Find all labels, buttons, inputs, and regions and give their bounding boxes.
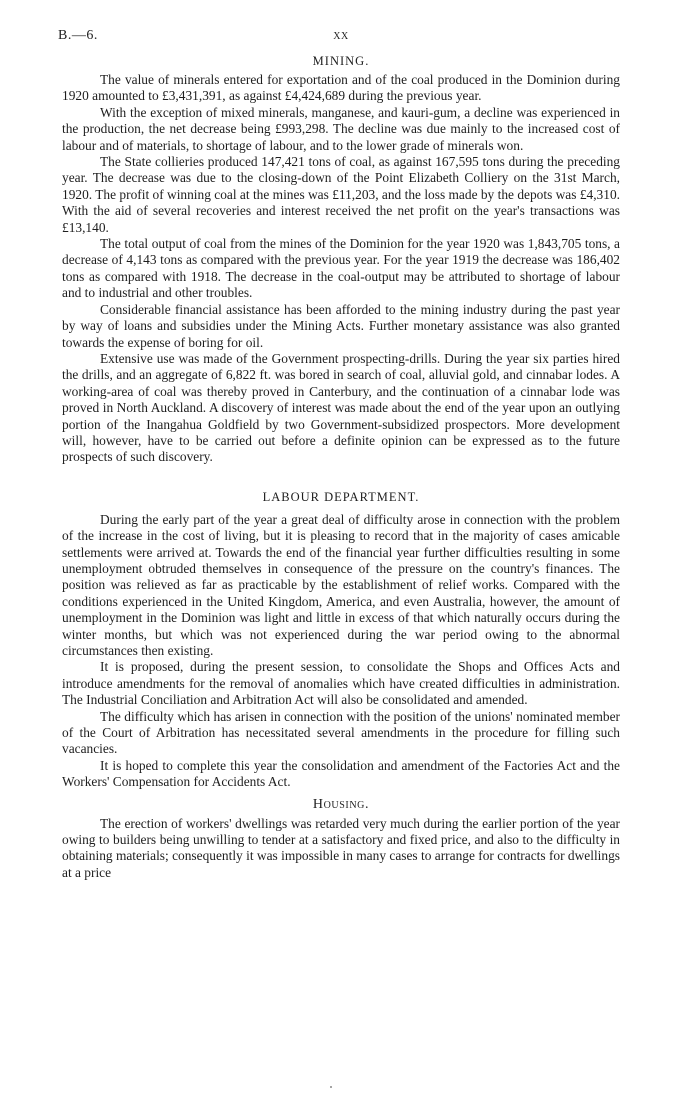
paragraph: With the exception of mixed minerals, manganese, and kauri-gum, a decline was experienced in the production, the net decrease being £993,298. The decline was due mainly to the increased cost of labour and of materials, to shortage of labour, and to the lower grade of minerals won.: [62, 104, 620, 153]
paragraph: Extensive use was made of the Government prospecting-drills. During the year six parties hired the drills, and an aggregate of 6,822 ft. was bored in search of coal, alluvial gold, and cinnabar lodes. A working-area of coal was thereby proved in Canterbury, and the continuation of a cinnabar lode was proved in North Auckland. A discovery of interest was made about the end of the year upon an outlying portion of the Inangahua Goldfield by two Government-subsidized prospectors. More development will, however, have to be carried out before a definite opinion can be expressed as to the future prospects of such discovery.: [62, 350, 620, 465]
page-number: xx: [333, 28, 349, 43]
running-head: [58, 28, 620, 52]
paragraph: During the early part of the year a great deal of difficulty arose in connection with the problem of the increase in the cost of living, but it is pleasing to record that in the majority of cases amicable settlements were arrived at. Towards the end of the financial year further difficulties resulting in some unemployment obtruded themselves in consequence of the pressure on the country's finances. The position was relieved as far as practicable by the establishment of relief works. Compared with the conditions experienced in the United Kingdom, America, and even Australia, however, the amount of unemployment in the Dominion was light and little in excess of that which naturally occurs during the winter months, but which was not experienced during the war period owing to the abnormal circumstances then existing.: [62, 511, 620, 658]
paragraph: The erection of workers' dwellings was retarded very much during the earlier portion of the year owing to builders being unwilling to tender at a satisfactory and fixed price, and also to the difficulty in obtaining materials; consequently it was impossible in many cases to arrange for contracts for dwellings at a price: [62, 815, 620, 880]
paragraph: The State collieries produced 147,421 tons of coal, as against 167,595 tons during the preceding year. The decrease was due to the closing-down of the Point Elizabeth Colliery on the 31st March, 1920. The profit of winning coal at the mines was £11,203, and the loss made by the depots was £4,310. With the aid of several recoveries and interest received the net profit on the year's transactions was £13,140.: [62, 154, 620, 235]
section-heading-housing: Housing.: [312, 796, 370, 812]
section-heading-labour: LABOUR DEPARTMENT.: [262, 489, 420, 504]
page-reference: B.—6.: [58, 28, 98, 43]
paragraph: Considerable financial assistance has been afforded to the mining industry during the past year by way of loans and subsidies under the Mining Acts. Further monetary assistance was also granted towards the expense of boring for oil.: [62, 301, 620, 350]
page-speck: [330, 1086, 332, 1088]
paragraph: The total output of coal from the mines of the Dominion for the year 1920 was 1,843,705 tons, a decrease of 4,143 tons as compared with the previous year. For the year 1919 the decrease was 186,402 tons as compared with 1918. The decrease in the coal-output may be attributed to shortage of labour and to industrial and other troubles.: [62, 236, 620, 301]
section-heading-mining: MINING.: [312, 54, 370, 68]
paragraph: The value of minerals entered for exportation and of the coal produced in the Dominion during 1920 amounted to £3,431,391, as against £4,424,689 during the previous year.: [62, 72, 620, 104]
document-page: [58, 28, 620, 881]
paragraph: It is hoped to complete this year the consolidation and amendment of the Factories Act and the Workers' Compensation for Accidents Act.: [62, 757, 620, 790]
paragraph: It is proposed, during the present session, to consolidate the Shops and Offices Acts and introduce amendments for the removal of anomalies which have created difficulties in administration. The Industrial Conciliation and Arbitration Act will also be consolidated and amended.: [62, 659, 620, 708]
paragraph: The difficulty which has arisen in connection with the position of the unions' nominated member of the Court of Arbitration has necessitated several amendments in the procedure for filling such vacancies.: [62, 708, 620, 757]
